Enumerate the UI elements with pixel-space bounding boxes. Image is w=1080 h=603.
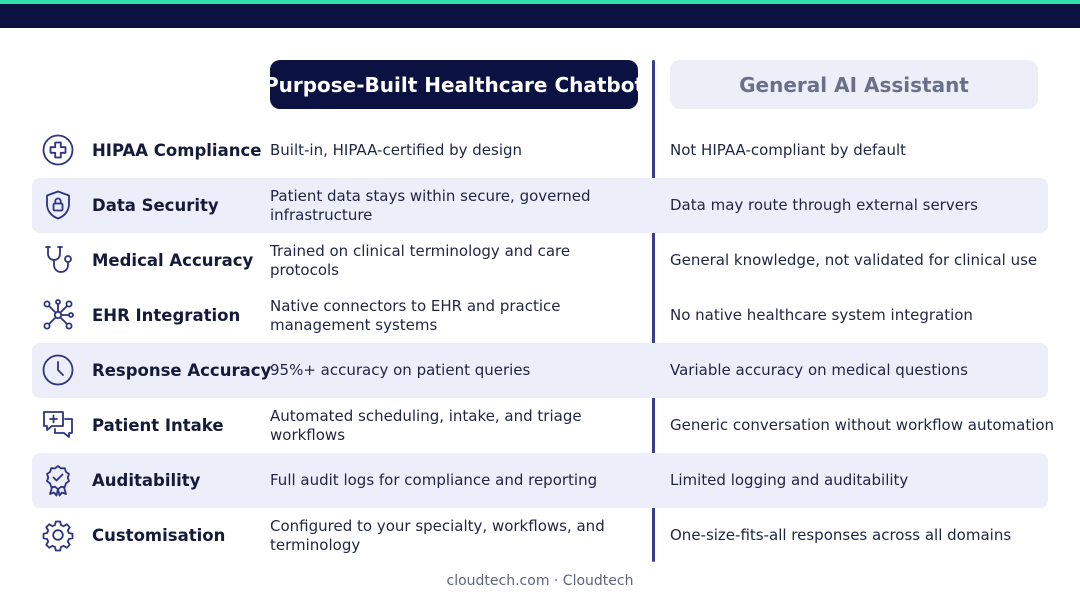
- table-row: [0, 288, 1080, 343]
- feature-label: Data Security: [92, 196, 219, 215]
- chatbot-value: Automated scheduling, intake, and triage workflows: [270, 406, 582, 444]
- stethoscope-icon: [41, 243, 75, 277]
- footer-credit: cloudtech.com · Cloudtech: [446, 573, 634, 589]
- table-row: [0, 343, 1080, 398]
- table-row: [0, 453, 1080, 508]
- chatbot-value: Trained on clinical terminology and care protocols: [270, 241, 571, 279]
- chatbot-value: Configured to your specialty, workflows, and terminology: [270, 516, 605, 554]
- general-ai-value: One-size-fits-all responses across all domains: [670, 526, 1012, 544]
- general-ai-value: Generic conversation without workflow automation: [670, 416, 1055, 434]
- feature-label: Response Accuracy: [92, 361, 272, 380]
- clock-icon: [41, 353, 75, 387]
- feature-label: Customisation: [92, 526, 226, 545]
- feature-label: HIPAA Compliance: [92, 141, 262, 160]
- general-ai-value: General knowledge, not validated for clinical use: [670, 251, 1038, 269]
- table-row: [0, 233, 1080, 288]
- general-ai-value: Limited logging and auditability: [670, 471, 909, 489]
- top-header-bar: [0, 4, 1080, 28]
- column-header-healthcare-chatbot: Purpose-Built Healthcare Chatbot: [270, 60, 638, 109]
- feature-label: EHR Integration: [92, 306, 241, 325]
- network-nodes-icon: [41, 298, 75, 332]
- feature-label: Patient Intake: [92, 416, 224, 435]
- general-ai-value: Data may route through external servers: [670, 196, 978, 214]
- general-ai-value: No native healthcare system integration: [670, 306, 973, 324]
- table-row: [0, 123, 1080, 178]
- chatbot-value: Full audit logs for compliance and reporting: [270, 471, 598, 489]
- table-row: [0, 398, 1080, 453]
- chatbot-value: Native connectors to EHR and practice management systems: [270, 296, 561, 334]
- feature-label: Auditability: [92, 471, 201, 490]
- chat-plus-icon: [41, 408, 75, 442]
- general-ai-value: Not HIPAA-compliant by default: [670, 141, 907, 159]
- chatbot-value: Patient data stays within secure, governed infrastructure: [270, 186, 591, 224]
- shield-lock-icon: [41, 188, 75, 222]
- chatbot-value: 95%+ accuracy on patient queries: [270, 361, 531, 379]
- badge-check-icon: [41, 463, 75, 497]
- chatbot-value: Built-in, HIPAA-certified by design: [270, 141, 523, 159]
- column-header-general-ai: General AI Assistant: [670, 60, 1038, 109]
- medical-cross-icon: [41, 133, 75, 167]
- comparison-table: [0, 123, 1080, 563]
- table-row: [0, 178, 1080, 233]
- table-row: [0, 508, 1080, 563]
- gear-icon: [41, 518, 75, 552]
- general-ai-value: Variable accuracy on medical questions: [670, 361, 968, 379]
- feature-label: Medical Accuracy: [92, 251, 254, 270]
